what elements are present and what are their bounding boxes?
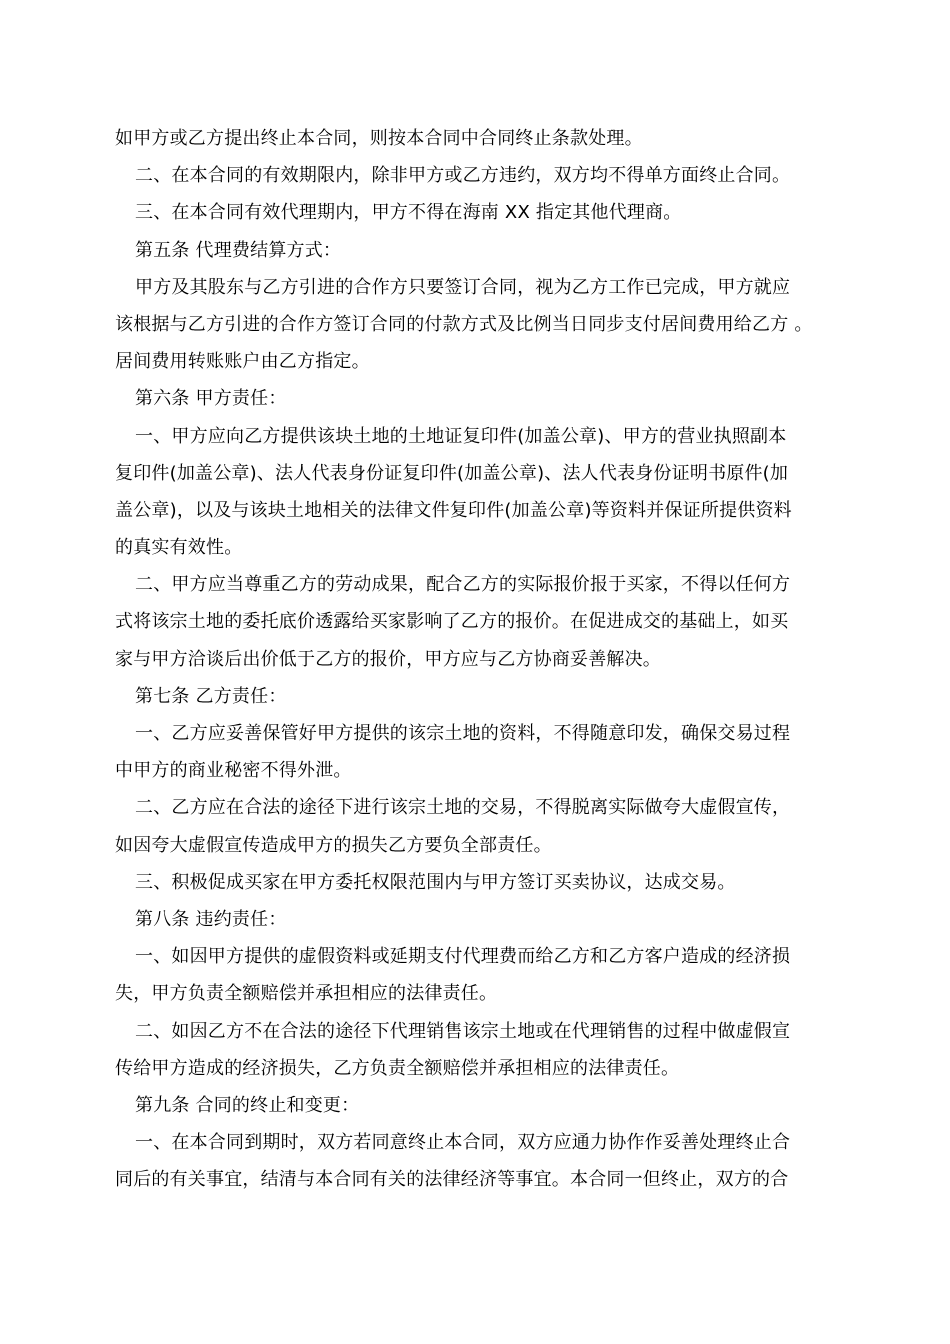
article-heading: 第五条 代理费结算方式： xyxy=(135,239,342,261)
text-line: 一、在本合同到期时，双方若同意终止本合同，双方应通力协作作妥善处理终止合 xyxy=(135,1132,791,1154)
text-line: 中甲方的商业秘密不得外泄。 xyxy=(115,760,352,782)
text-line: 如因夸大虚假宣传造成甲方的损失乙方要负全部责任。 xyxy=(115,834,552,856)
text-line: 甲方及其股东与乙方引进的合作方只要签订合同，视为乙方工作已完成，甲方就应 xyxy=(135,276,791,298)
text-line: 一、甲方应向乙方提供该块土地的土地证复印件(加盖公章)、甲方的营业执照副本 xyxy=(135,425,787,447)
text-line: 的真实有效性。 xyxy=(115,537,243,559)
text-line: 如甲方或乙方提出终止本合同，则按本合同中合同终止条款处理。 xyxy=(115,128,643,149)
text-line: 失，甲方负责全额赔偿并承担相应的法律责任。 xyxy=(115,983,498,1005)
text-line: 二、如因乙方不在合法的途径下代理销售该宗土地或在代理销售的过程中做虚假宣 xyxy=(135,1020,791,1042)
text-line: 一、如因甲方提供的虚假资料或延期支付代理费而给乙方和乙方客户造成的经济损 xyxy=(135,946,791,968)
text-line: 二、乙方应在合法的途径下进行该宗土地的交易，不得脱离实际做夸大虚假宣传， xyxy=(135,797,791,819)
text-line: 三、积极促成买家在甲方委托权限范围内与甲方签订买卖协议，达成交易。 xyxy=(135,871,736,893)
text-line: 该根据与乙方引进的合作方签订合同的付款方式及比例当日同步支付居间费用给乙方 。 xyxy=(115,313,813,335)
text-line: 家与甲方洽谈后出价低于乙方的报价，甲方应与乙方协商妥善解决。 xyxy=(115,648,661,670)
article-heading: 第九条 合同的终止和变更： xyxy=(135,1094,360,1116)
article-heading: 第八条 违约责任： xyxy=(135,908,287,930)
text-line: 三、在本合同有效代理期内，甲方不得在海南 XX 指定其他代理商。 xyxy=(135,202,682,224)
contract-body xyxy=(115,120,835,1198)
text-line: 一、乙方应妥善保管好甲方提供的该宗土地的资料，不得随意印发，确保交易过程 xyxy=(135,723,791,744)
text-line: 二、在本合同的有效期限内，除非甲方或乙方违约，双方均不得单方面终止合同。 xyxy=(135,165,791,187)
article-heading: 第六条 甲方责任： xyxy=(135,388,287,410)
text-line: 传给甲方造成的经济损失，乙方负责全额赔偿并承担相应的法律责任。 xyxy=(115,1057,680,1079)
text-line: 二、甲方应当尊重乙方的劳动成果，配合乙方的实际报价报于买家，不得以任何方 xyxy=(135,574,791,596)
text-line: 式将该宗土地的委托底价透露给买家影响了乙方的报价。在促进成交的基础上，如买 xyxy=(115,611,789,633)
text-line: 同后的有关事宜，结清与本合同有关的法律经济等事宜。本合同一但终止，双方的合 xyxy=(115,1169,789,1191)
article-heading: 第七条 乙方责任： xyxy=(135,685,287,707)
text-line: 居间费用转账账户由乙方指定。 xyxy=(115,351,370,373)
text-line: 复印件(加盖公章)、法人代表身份证复印件(加盖公章)、法人代表身份证明书原件(加 xyxy=(115,462,789,484)
text-line: 盖公章)，以及与该块土地相关的法律文件复印件(加盖公章)等资料并保证所提供资料 xyxy=(115,499,792,521)
